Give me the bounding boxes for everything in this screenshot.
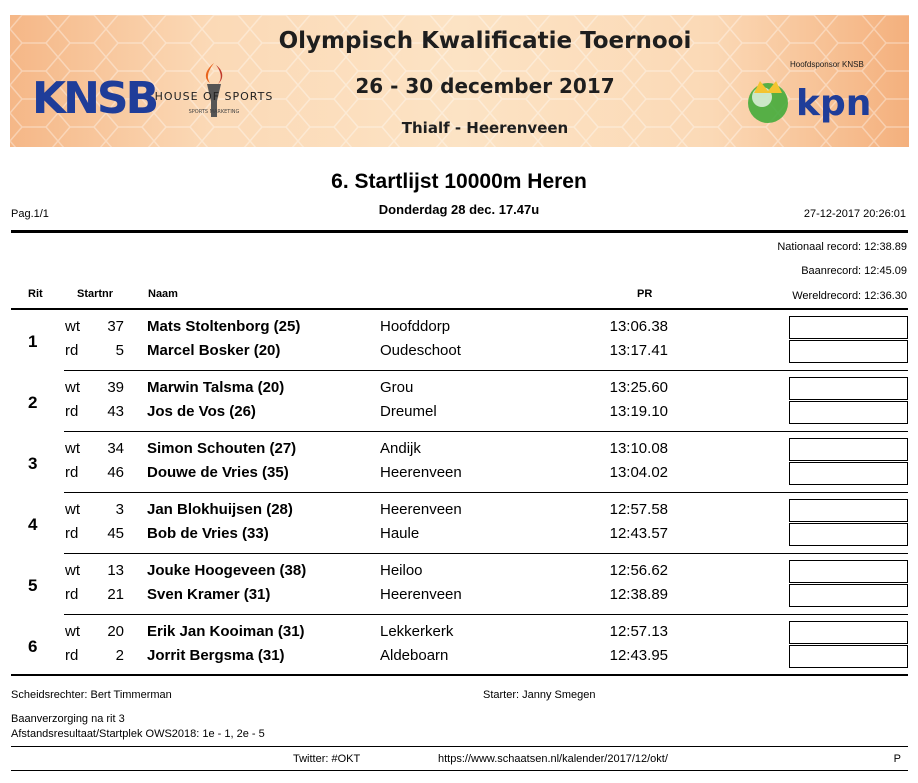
skater-name: Marcel Bosker (20): [147, 342, 281, 359]
column-header-naam: Naam: [148, 288, 178, 300]
start-number: 39: [107, 379, 124, 396]
skater-club: Heiloo: [380, 562, 423, 579]
personal-record: 13:17.41: [609, 342, 668, 359]
knsb-logo: [30, 55, 157, 124]
skater-club: Heerenveen: [380, 586, 462, 603]
result-time-box: [789, 523, 908, 546]
heat-2: [0, 371, 918, 432]
kpn-logo: [740, 67, 890, 129]
result-time-box: [789, 621, 908, 644]
personal-record: 12:57.13: [609, 623, 668, 640]
personal-record: 12:43.95: [609, 647, 668, 664]
sponsor-caption: Hoofdsponsor KNSB: [790, 60, 864, 69]
header-rule: [11, 230, 908, 233]
skater-club: Haule: [380, 525, 420, 542]
column-header-startnr: Startnr: [77, 288, 114, 300]
skater-row: [0, 623, 918, 643]
start-number: 45: [107, 525, 124, 542]
starter: Starter: Janny Smegen: [483, 689, 596, 701]
result-time-box: [789, 377, 908, 400]
lane: rd: [65, 464, 79, 481]
personal-record: 12:43.57: [609, 525, 668, 542]
skater-club: Grou: [380, 379, 414, 396]
event-dates: 26 - 30 december 2017: [355, 74, 615, 98]
print-timestamp: 27-12-2017 20:26:01: [803, 208, 906, 220]
column-header-rit: Rit: [28, 288, 43, 300]
skater-row: [0, 440, 918, 460]
svg-text:HOUSE OF SPORTS: HOUSE OF SPORTS: [154, 90, 274, 103]
lane: rd: [65, 586, 79, 603]
svg-text:SPORTS MARKETING: SPORTS MARKETING: [188, 109, 240, 115]
skater-row: [0, 342, 918, 362]
skater-row: [0, 464, 918, 484]
svg-text:kpn: kpn: [796, 83, 872, 124]
start-number: 3: [115, 501, 124, 518]
skater-row: [0, 403, 918, 423]
personal-record: 13:06.38: [609, 318, 668, 335]
event-venue: Thialf - Heerenveen: [401, 119, 569, 137]
skater-name: Sven Kramer (31): [147, 586, 271, 603]
race-datetime: Donderdag 28 dec. 17.47u: [378, 202, 540, 217]
skater-name: Marwin Talsma (20): [147, 379, 285, 396]
personal-record: 12:38.89: [609, 586, 668, 603]
lane: rd: [65, 403, 79, 420]
national-record: Nationaal record: 12:38.89: [777, 241, 907, 253]
heat-number: 2: [28, 393, 38, 412]
skater-name: Jos de Vos (26): [147, 403, 256, 420]
start-number: 20: [107, 623, 124, 640]
result-time-box: [789, 401, 908, 424]
start-number: 34: [107, 440, 124, 457]
website-link[interactable]: https://www.schaatsen.nl/kalender/2017/12/okt/: [438, 753, 668, 765]
lane: wt: [65, 440, 80, 457]
track-record: Baanrecord: 12:45.09: [801, 265, 907, 277]
heat-5: [0, 554, 918, 615]
personal-record: 13:19.10: [609, 403, 668, 420]
start-number: 21: [107, 586, 124, 603]
skater-club: Dreumel: [380, 403, 437, 420]
skater-name: Mats Stoltenborg (25): [147, 318, 301, 335]
footer-bar: [11, 746, 908, 771]
heat-number: 3: [28, 454, 38, 473]
result-note: Afstandsresultaat/Startplek OWS2018: 1e - 1, 2e - 5: [11, 728, 265, 740]
skater-row: [0, 379, 918, 399]
result-time-box: [789, 438, 908, 461]
lane: wt: [65, 318, 80, 335]
page-number: Pag.1/1: [11, 208, 49, 220]
heat-number: 1: [28, 332, 38, 351]
skater-row: [0, 562, 918, 582]
heat-number: 4: [28, 515, 38, 534]
world-record: Wereldrecord: 12:36.30: [792, 290, 907, 302]
skater-name: Jorrit Bergsma (31): [147, 647, 285, 664]
result-time-box: [789, 316, 908, 339]
skater-name: Erik Jan Kooiman (31): [147, 623, 305, 640]
column-header-pr: PR: [637, 288, 653, 300]
personal-record: 12:56.62: [609, 562, 668, 579]
lane: wt: [65, 501, 80, 518]
start-number: 13: [107, 562, 124, 579]
result-time-box: [789, 645, 908, 668]
personal-record: 13:04.02: [609, 464, 668, 481]
table-bottom-rule: [11, 674, 908, 676]
skater-club: Lekkerkerk: [380, 623, 454, 640]
skater-club: Hoofddorp: [380, 318, 451, 335]
start-number: 2: [115, 647, 124, 664]
lane: wt: [65, 562, 80, 579]
skater-row: [0, 501, 918, 521]
skater-row: [0, 318, 918, 338]
event-banner: [10, 15, 909, 147]
result-time-box: [789, 340, 908, 363]
skater-name: Jan Blokhuijsen (28): [147, 501, 293, 518]
personal-record: 13:25.60: [609, 379, 668, 396]
lane: rd: [65, 525, 79, 542]
personal-record: 12:57.58: [609, 501, 668, 518]
svg-text:KNSB: KNSB: [32, 73, 157, 124]
skater-name: Simon Schouten (27): [147, 440, 297, 457]
heat-4: [0, 493, 918, 554]
result-time-box: [789, 584, 908, 607]
referee: Scheidsrechter: Bert Timmerman: [11, 689, 172, 701]
skater-club: Oudeschoot: [380, 342, 461, 359]
skater-club: Aldeboarn: [380, 647, 449, 664]
skater-row: [0, 586, 918, 606]
skater-club: Heerenveen: [380, 464, 462, 481]
ice-maintenance-note: Baanverzorging na rit 3: [11, 713, 125, 725]
heat-6: [0, 615, 918, 676]
lane: wt: [65, 379, 80, 396]
start-number: 37: [107, 318, 124, 335]
result-time-box: [789, 499, 908, 522]
start-number: 46: [107, 464, 124, 481]
heat-3: [0, 432, 918, 493]
lane: rd: [65, 342, 79, 359]
skater-name: Douwe de Vries (35): [147, 464, 289, 481]
heat-number: 6: [28, 637, 38, 656]
skater-name: Bob de Vries (33): [147, 525, 269, 542]
personal-record: 13:10.08: [609, 440, 668, 457]
page-code: P: [893, 753, 901, 765]
skater-name: Jouke Hoogeveen (38): [147, 562, 307, 579]
start-number: 43: [107, 403, 124, 420]
heat-number: 5: [28, 576, 38, 595]
result-time-box: [789, 462, 908, 485]
event-title: Olympisch Kwalificatie Toernooi: [278, 28, 692, 54]
skater-row: [0, 647, 918, 667]
skater-row: [0, 525, 918, 545]
skater-club: Andijk: [380, 440, 421, 457]
page-title: 6. Startlijst 10000m Heren: [331, 170, 587, 193]
lane: wt: [65, 623, 80, 640]
heat-1: [0, 310, 918, 371]
twitter-tag: Twitter: #OKT: [293, 753, 361, 765]
result-time-box: [789, 560, 908, 583]
lane: rd: [65, 647, 79, 664]
start-number: 5: [115, 342, 124, 359]
skater-club: Heerenveen: [380, 501, 462, 518]
